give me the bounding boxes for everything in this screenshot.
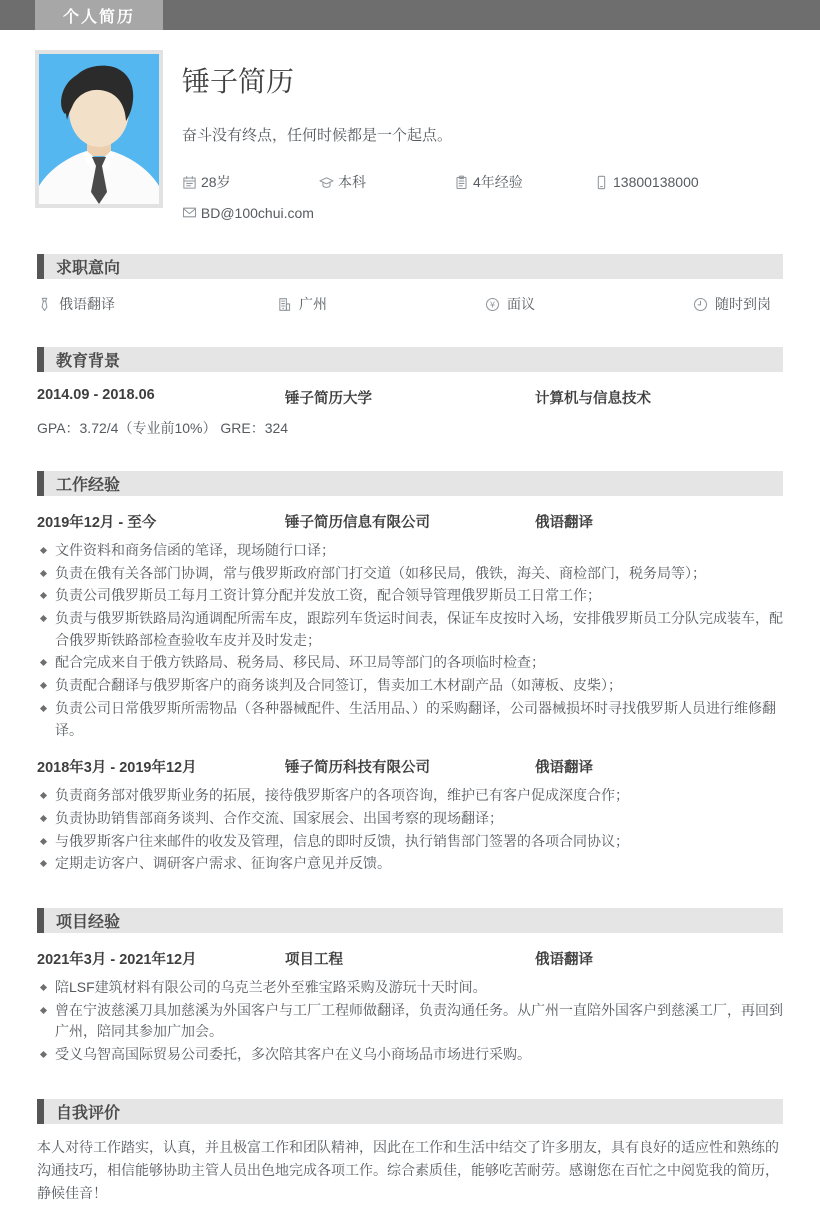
- work-entry-2-head: [37, 756, 783, 777]
- bullet-item: 曾在宁波慈溪刀具加慈溪为外国客户与工厂工程师做翻译，负责沟通任务。从广州一直陪外国客户到慈溪工厂，再回到广州，陪同其参加广加会。: [37, 1000, 783, 1043]
- svg-text:¥: ¥: [489, 300, 496, 309]
- building-icon: [277, 297, 292, 312]
- avatar-illustration: [39, 54, 159, 204]
- education-major: 计算机与信息技术: [535, 391, 651, 407]
- calendar-icon: [182, 175, 197, 190]
- bullet-item: 文件资料和商务信函的笔译，现场随行口译；: [37, 540, 783, 562]
- age-item: [182, 172, 319, 192]
- phone-icon: [594, 175, 609, 190]
- experience-item: [454, 172, 594, 192]
- graduation-cap-icon: [319, 175, 334, 190]
- work-entry-1-period: 2019年12月 - 至今: [37, 515, 157, 531]
- bullet-item: 负责协助销售部商务谈判、合作交流、国家展会、出国考察的现场翻译；: [37, 808, 783, 830]
- age-label: 28岁: [201, 174, 231, 190]
- intent-city-item: [277, 294, 485, 314]
- section-job-intent: [37, 254, 783, 314]
- work-entry-2: [37, 756, 783, 875]
- project-entry-1-head: [37, 948, 783, 969]
- candidate-name: 锤子简历: [182, 66, 295, 97]
- project-header: 项目经验: [37, 908, 783, 933]
- section-evaluation: [37, 1099, 783, 1205]
- profile-header: [0, 30, 820, 221]
- project-entry-1-bullets: [37, 977, 783, 1066]
- work-entry-2-period: 2018年3月 - 2019年12月: [37, 760, 197, 777]
- bullet-item: 与俄罗斯客户往来邮件的收发及管理，信息的即时反馈，执行销售部门签署的各项合同协议；: [37, 831, 783, 853]
- degree-label: 本科: [338, 174, 366, 190]
- intent-position-label: 俄语翻译: [59, 296, 115, 312]
- section-project: [37, 908, 783, 1066]
- work-entry-1-org: 锤子简历信息有限公司: [285, 515, 430, 531]
- bullet-item: 负责公司俄罗斯员工每月工资计算分配并发放工资，配合领导管理俄罗斯员工日常工作；: [37, 585, 783, 607]
- bullet-item: 负责与俄罗斯铁路局沟通调配所需车皮，跟踪列车货运时间表，保证车皮按时入场，安排俄罗斯员工分队完成装车，配合俄罗斯铁路部检查验收车皮并及时发走；: [37, 608, 783, 651]
- intent-salary-item: [485, 294, 693, 314]
- education-entry: [37, 387, 783, 408]
- project-entry-1-period: 2021年3月 - 2021年12月: [37, 951, 197, 968]
- work-entry-1-role: 俄语翻译: [535, 515, 593, 531]
- bullet-item: 负责商务部对俄罗斯业务的拓展，接待俄罗斯客户的各项咨询，维护已有客户促成深度合作；: [37, 785, 783, 807]
- tie-icon: [37, 297, 52, 312]
- tab-resume[interactable]: 个人简历: [35, 0, 163, 30]
- work-entry-2-bullets: [37, 785, 783, 875]
- education-detail: GPA：3.72/4（专业前10%） GRE：324: [37, 420, 289, 436]
- intent-availability-item: [693, 294, 783, 314]
- project-entry-1-role: 俄语翻译: [535, 951, 593, 968]
- intent-city-label: 广州: [299, 296, 327, 312]
- email-label: BD@100chui.com: [200, 205, 314, 221]
- education-period: 2014.09 - 2018.06: [37, 387, 155, 403]
- phone-label: 13800138000: [613, 174, 699, 190]
- profile-info-row: [182, 172, 783, 192]
- project-entry-1: [37, 948, 783, 1066]
- bullet-item: 负责配合翻译与俄罗斯客户的商务谈判及合同签订，售卖加工木材副产品（如薄板、皮柴）；: [37, 675, 783, 697]
- top-bar: [0, 0, 820, 30]
- evaluation-text: 本人对待工作踏实，认真，并且极富工作和团队精神，因此在工作和生活中结交了许多朋友，具有良好的适应性和熟练的沟通技巧，相信能够协助主管人员出色地完成各项工作。综合素质佳，能够吃苦耐劳。感谢您在百忙之中阅览我的简历，静候佳音！: [37, 1138, 779, 1201]
- job-intent-row: [37, 294, 783, 314]
- job-intent-header: 求职意向: [37, 254, 783, 279]
- intent-salary-label: 面议: [507, 296, 535, 312]
- experience-label: 4年经验: [473, 174, 523, 190]
- intent-availability-label: 随时到岗: [715, 296, 771, 312]
- phone-item: [594, 174, 783, 190]
- salary-yen-icon: [485, 297, 500, 312]
- tagline: 奋斗没有终点，任何时候都是一个起点。: [182, 127, 453, 144]
- education-school: 锤子简历大学: [285, 391, 372, 407]
- evaluation-header: 自我评价: [37, 1099, 783, 1124]
- bottom-spacer: [0, 1205, 820, 1229]
- email-icon: [182, 205, 197, 220]
- section-education: [37, 347, 783, 438]
- degree-item: [319, 172, 454, 192]
- profile-text: [182, 50, 783, 221]
- bullet-item: 负责公司日常俄罗斯所需物品（各种器械配件、生活用品、）的采购翻译，公司器械损坏时寻找俄罗斯人员进行维修翻译。: [37, 698, 783, 741]
- clipboard-icon: [454, 175, 469, 190]
- work-entry-1: [37, 511, 783, 741]
- education-header: 教育背景: [37, 347, 783, 372]
- work-entry-1-head: [37, 511, 783, 532]
- work-header: 工作经验: [37, 471, 783, 496]
- project-entry-1-org: 项目工程: [285, 951, 343, 968]
- clock-icon: [693, 297, 708, 312]
- bullet-item: 配合完成来自于俄方铁路局、税务局、移民局、环卫局等部门的各项临时检查；: [37, 652, 783, 674]
- avatar: [35, 50, 163, 208]
- work-entry-1-bullets: [37, 540, 783, 741]
- section-work: [37, 471, 783, 875]
- intent-position-item: [37, 294, 277, 314]
- bullet-item: 陪LSF建筑材料有限公司的乌克兰老外至雅宝路采购及游玩十天时间。: [37, 977, 783, 999]
- bullet-item: 受义乌智高国际贸易公司委托，多次陪其客户在义乌小商场品市场进行采购。: [37, 1044, 783, 1066]
- bullet-item: 定期走访客户、调研客户需求、征询客户意见并反馈。: [37, 853, 783, 875]
- bullet-item: 负责在俄有关各部门协调，常与俄罗斯政府部门打交道（如移民局，俄铁，海关、商检部门，税务局等）；: [37, 563, 783, 585]
- work-entry-2-role: 俄语翻译: [535, 760, 593, 777]
- work-entry-2-org: 锤子简历科技有限公司: [285, 760, 430, 777]
- email-item: [182, 205, 783, 221]
